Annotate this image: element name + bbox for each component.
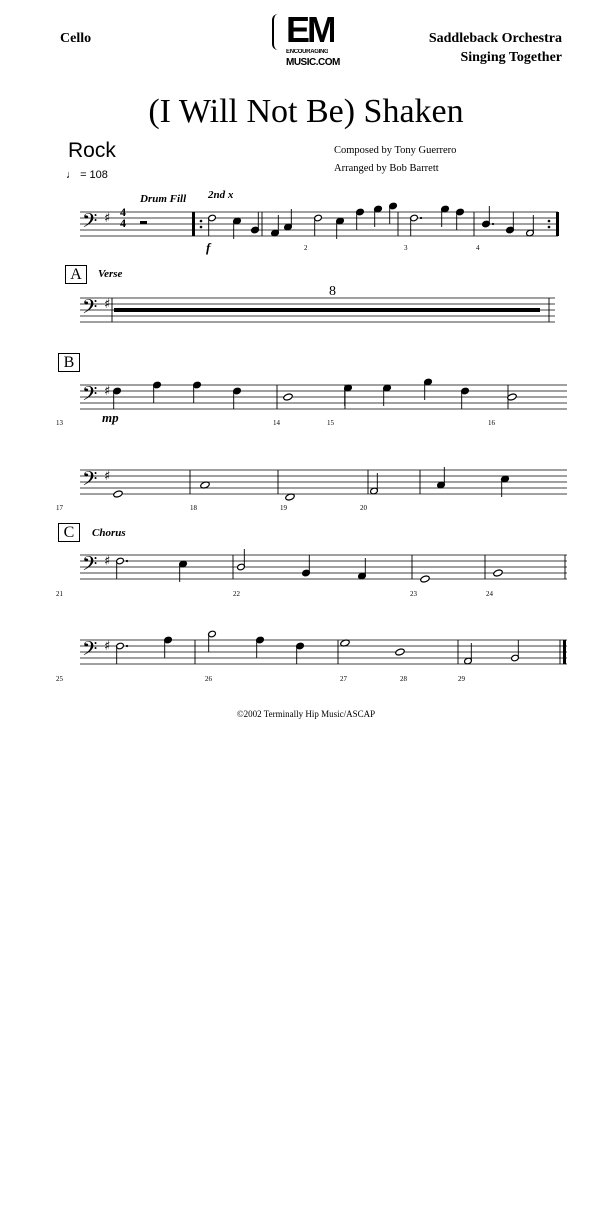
half-rest	[140, 221, 147, 224]
violinist-icon	[272, 14, 286, 50]
repeat-dot	[548, 226, 551, 229]
ending-label: 2nd x	[208, 189, 234, 201]
measure-number: 24	[486, 590, 493, 598]
whole-note	[420, 575, 430, 583]
measure-number: 16	[488, 419, 495, 427]
staff-b	[0, 373, 612, 433]
bass-clef-icon: 𝄢	[82, 467, 98, 495]
staff-chorus	[0, 543, 612, 603]
dot	[126, 560, 128, 562]
sharp-key-signature-icon: ♯	[104, 297, 111, 312]
bass-clef-icon: 𝄢	[82, 382, 98, 410]
measure-number: 4	[476, 244, 480, 252]
staff-chorus-cont	[0, 628, 612, 688]
song-title: (I Will Not Be) Shaken	[148, 93, 464, 130]
measure-number: 15	[327, 419, 334, 427]
ensemble-name: Saddleback Orchestra	[428, 31, 562, 46]
multi-measure-rest-count: 8	[329, 284, 336, 299]
sharp-key-signature-icon: ♯	[104, 554, 111, 569]
style-marking: Rock	[68, 139, 116, 162]
whole-note	[283, 393, 293, 401]
bass-clef-icon: 𝄢	[82, 552, 98, 580]
bass-clef-icon: 𝄢	[82, 295, 98, 323]
bass-clef-icon: 𝄢	[82, 637, 98, 665]
whole-note	[395, 648, 405, 656]
sharp-key-signature-icon: ♯	[104, 639, 111, 654]
measure-number: 13	[56, 419, 63, 427]
copyright-notice: ©2002 Terminally Hip Music/ASCAP	[236, 709, 376, 719]
time-sig-bottom: 4	[120, 216, 126, 230]
measure-number: 19	[280, 504, 287, 512]
dot	[420, 217, 422, 219]
measure-number: 28	[400, 675, 407, 683]
tempo-value: = 108	[80, 169, 108, 181]
staff-b-cont	[0, 458, 612, 518]
whole-note	[113, 490, 123, 498]
logo-em: EM	[286, 12, 334, 48]
rehearsal-mark-a: A	[65, 265, 87, 284]
collection-name: Singing Together	[460, 50, 562, 65]
measure-number: 29	[458, 675, 465, 683]
logo-line1: ENCOURAGING	[286, 49, 329, 55]
quarter-note-icon: ♩	[66, 169, 77, 181]
measure-number: 26	[205, 675, 212, 683]
section-label-verse: Verse	[98, 268, 123, 280]
dynamic-mezzo-piano: mp	[102, 410, 119, 425]
time-sig-top: 4	[120, 205, 126, 219]
bass-clef-icon: 𝄢	[82, 209, 98, 237]
sharp-key-signature-icon: ♯	[104, 384, 111, 399]
dot	[126, 645, 128, 647]
repeat-dot	[548, 220, 551, 223]
drum-fill-label: Drum Fill	[140, 193, 187, 205]
logo-line2: MUSIC.COM	[286, 57, 340, 68]
staff-verse	[0, 286, 612, 346]
thick-barline	[192, 212, 195, 236]
dot	[492, 223, 494, 225]
section-label-chorus: Chorus	[92, 527, 126, 539]
measure-number: 22	[233, 590, 240, 598]
sharp-key-signature-icon: ♯	[104, 469, 111, 484]
measure-number: 27	[340, 675, 347, 683]
measure-number: 21	[56, 590, 63, 598]
measure-number: 17	[56, 504, 63, 512]
encouraging-music-logo	[272, 12, 340, 70]
measure-number: 2	[304, 244, 308, 252]
tempo-marking	[66, 169, 108, 181]
thick-barline	[563, 640, 566, 664]
rehearsal-mark-b: B	[58, 353, 80, 372]
instrument-name: Cello	[60, 31, 92, 46]
sharp-key-signature-icon: ♯	[104, 211, 111, 226]
multi-measure-rest-bar	[114, 308, 540, 312]
measure-number: 25	[56, 675, 63, 683]
repeat-dot	[200, 220, 203, 223]
measure-number: 20	[360, 504, 367, 512]
dynamic-forte: f	[206, 240, 211, 255]
whole-note	[493, 569, 503, 577]
arranger-credit: Arranged by Bob Barrett	[334, 163, 439, 174]
rehearsal-mark-c: C	[58, 523, 80, 542]
repeat-dot	[200, 226, 203, 229]
measure-number: 3	[404, 244, 408, 252]
measure-number: 14	[273, 419, 280, 427]
time-signature	[120, 207, 126, 229]
measure-number: 23	[410, 590, 417, 598]
composer-credit: Composed by Tony Guerrero	[334, 145, 457, 156]
thick-barline	[556, 212, 559, 236]
measure-number: 18	[190, 504, 197, 512]
